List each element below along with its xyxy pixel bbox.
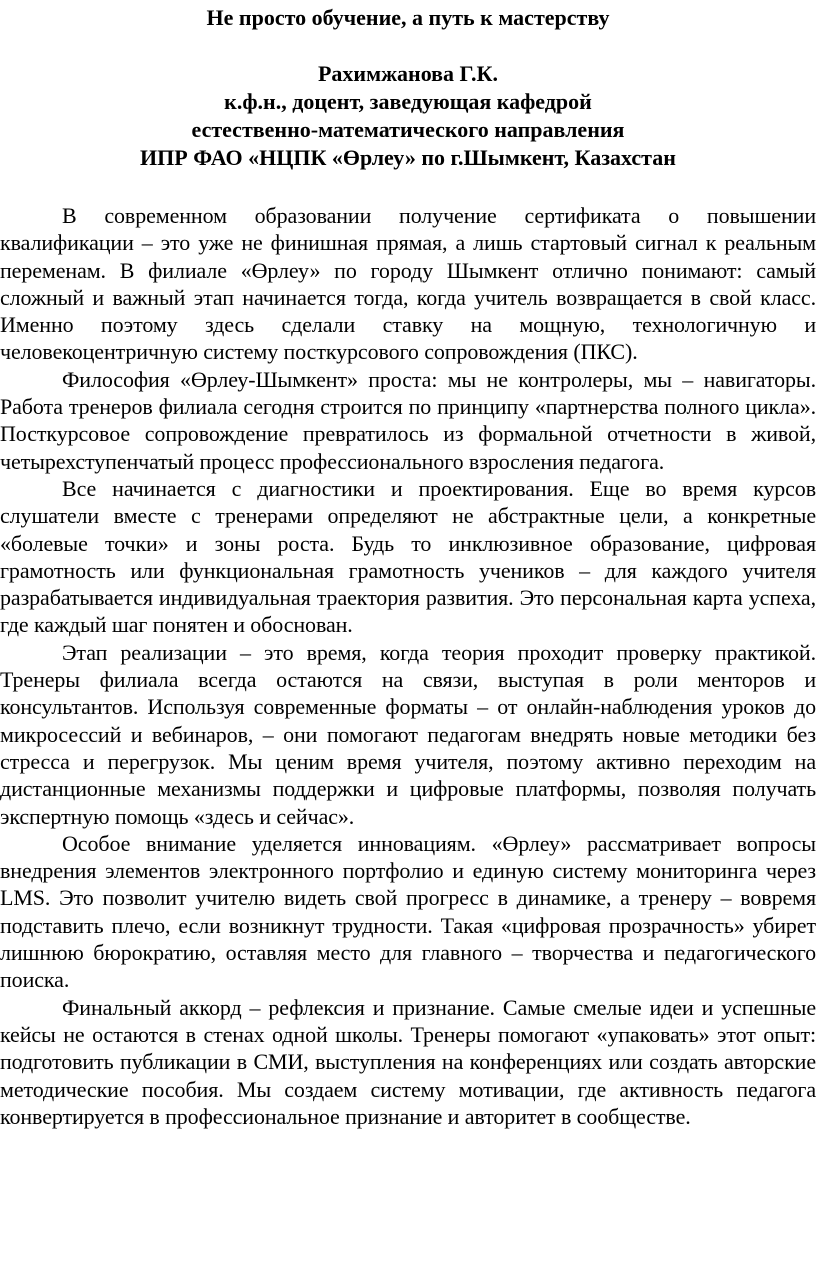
author-organization: ИПР ФАО «НЦПК «Өрлеу» по г.Шымкент, Казахстан (140, 145, 676, 170)
paragraph-intro: В современном образовании получение сертификата о повышении квалификации – это уже не финишная прямая, а лишь стартовый сигнал к реальным переменам. В филиале «Өрлеу» по городу Шымкент отлично понимают: самый сложный и важный этап начинается тогда, когда учитель возвращается в свой класс. Именно поэтому здесь сделали ставку на мощную, технологичную и человекоцентричную систему посткурсового сопровождения (ПКС). (0, 203, 816, 365)
paragraph-implementation: Этап реализации – это время, когда теория проходит проверку практикой. Тренеры филиала всегда остаются на связи, выступая в роли менторов и консультантов. Используя современные форматы – от онлайн-наблюдения уроков до микросессий и вебинаров, – они помогают педагогам внедрять новые методики без стресса и перегрузок. Мы ценим время учителя, поэтому активно переходим на дистанционные механизмы поддержки и цифровые платформы, позволяя получать экспертную помощь «здесь и сейчас». (0, 639, 816, 829)
paragraph-innovation: Особое внимание уделяется инновациям. «Өрлеу» рассматривает вопросы внедрения элементов электронного портфолио и единую систему мониторинга через LMS. Это позволит учителю видеть свой прогресс в динамике, а тренеру – вовремя подставить плечо, если возникнут трудности. Такая «цифровая прозрачность» убирет лишнюю бюрократию, оставляя место для главного – творчества и педагогического поиска. (0, 830, 816, 993)
author-block (0, 60, 816, 172)
paragraph-diagnostics: Все начинается с диагностики и проектирования. Еще во время курсов слушатели вместе с тренерами определяют не абстрактные цели, а конкретные «болевые точки» и зоны роста. Будь то инклюзивное образование, цифровая грамотность или функциональная грамотность учеников – для каждого учителя разрабатывается индивидуальная траектория развития. Это персональная карта успеха, где каждый шаг понятен и обоснован. (0, 475, 816, 638)
document-body (0, 202, 816, 1130)
document-title: Не просто обучение, а путь к мастерству (206, 5, 610, 30)
author-department: естественно-математического направления (191, 117, 625, 142)
paragraph-reflection: Финальный аккорд – рефлексия и признание. Самые смелые идеи и успешные кейсы не остаются в стенах одной школы. Тренеры помогают «упаковать» этот опыт: подготовить публикации в СМИ, выступления на конференциях или создать авторские методические пособия. Мы создаем систему мотивации, где активность педагога конвертируется в профессиональное признание и авторитет в сообществе. (0, 994, 816, 1129)
author-name: Рахимжанова Г.К. (317, 61, 499, 86)
paragraph-philosophy: Философия «Өрлеу-Шымкент» проста: мы не контролеры, мы – навигаторы. Работа тренеров филиала сегодня строится по принципу «партнерства полного цикла». Посткурсовое сопровождение превратилось из формальной отчетности в живой, четырехступенчатый процесс профессионального взросления педагога. (0, 366, 816, 474)
author-position: к.ф.н., доцент, заведующая кафедрой (224, 89, 592, 114)
